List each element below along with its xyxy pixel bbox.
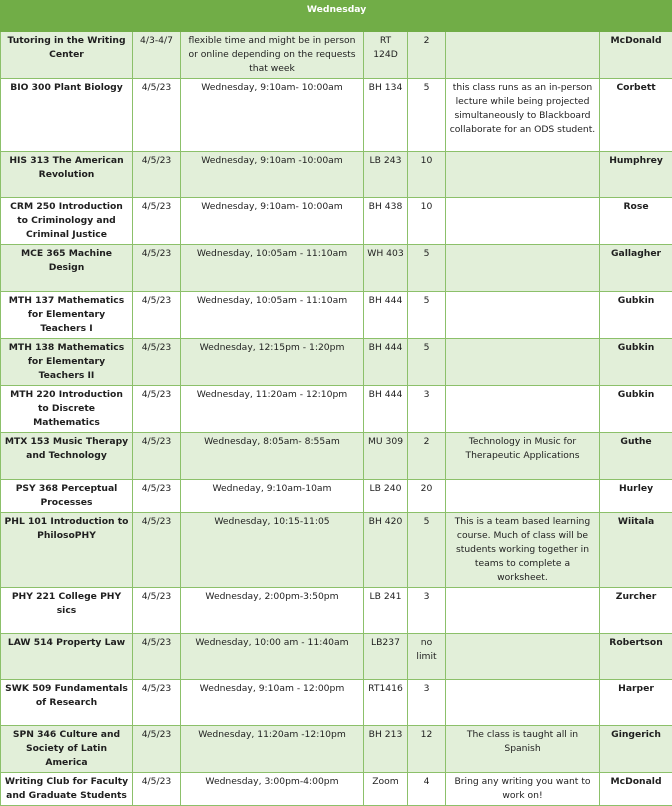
time-cell: Wednesday, 9:10am- 10:00am: [181, 79, 364, 152]
time-cell: Wednesday, 10:05am - 11:10am: [181, 245, 364, 292]
time-cell: Wednesday, 3:00pm-4:00pm: [181, 773, 364, 806]
table-row: [1, 339, 672, 386]
table-row: [1, 513, 672, 588]
table-row: [1, 386, 672, 433]
date-cell: 4/5/23: [133, 292, 181, 339]
time-cell: Wednesday, 11:20am -12:10pm: [181, 726, 364, 773]
room-cell: Zoom: [364, 773, 408, 806]
seats-cell: 5: [408, 513, 446, 588]
course-cell: MCE 365 Machine Design: [1, 245, 133, 292]
note-cell: [446, 152, 600, 198]
time-cell: Wednesday, 2:00pm-3:50pm: [181, 588, 364, 634]
instructor-cell: Hurley: [600, 480, 672, 513]
seats-cell: 20: [408, 480, 446, 513]
course-cell: BIO 300 Plant Biology: [1, 79, 133, 152]
date-cell: 4/5/23: [133, 588, 181, 634]
date-cell: 4/5/23: [133, 152, 181, 198]
date-cell: 4/5/23: [133, 79, 181, 152]
seats-cell: 4: [408, 773, 446, 806]
instructor-cell: Zurcher: [600, 588, 672, 634]
course-cell: MTH 137 Mathematics for Elementary Teachers I: [1, 292, 133, 339]
course-cell: MTX 153 Music Therapy and Technology: [1, 433, 133, 480]
instructor-cell: Guthe: [600, 433, 672, 480]
date-cell: 4/5/23: [133, 245, 181, 292]
course-cell: PHL 101 Introduction to PhilosoPHY: [1, 513, 133, 588]
instructor-cell: Robertson: [600, 634, 672, 680]
date-cell: 4/5/23: [133, 386, 181, 433]
instructor-cell: McDonald: [600, 32, 672, 79]
seats-cell: 5: [408, 245, 446, 292]
room-cell: RT 124D: [364, 32, 408, 79]
course-cell: MTH 220 Introduction to Discrete Mathematics: [1, 386, 133, 433]
note-cell: [446, 339, 600, 386]
seats-cell: 10: [408, 198, 446, 245]
course-cell: SPN 346 Culture and Society of Latin America: [1, 726, 133, 773]
seats-cell: no limit: [408, 634, 446, 680]
room-cell: BH 420: [364, 513, 408, 588]
course-cell: PHY 221 College PHY sics: [1, 588, 133, 634]
seats-cell: 2: [408, 32, 446, 79]
date-cell: 4/5/23: [133, 773, 181, 806]
schedule-rows: [1, 32, 672, 806]
room-cell: LB237: [364, 634, 408, 680]
seats-cell: 12: [408, 726, 446, 773]
date-cell: 4/5/23: [133, 513, 181, 588]
seats-cell: 3: [408, 386, 446, 433]
note-cell: The class is taught all in Spanish: [446, 726, 600, 773]
room-cell: BH 444: [364, 386, 408, 433]
course-cell: SWK 509 Fundamentals of Research: [1, 680, 133, 726]
table-row: [1, 588, 672, 634]
note-cell: This is a team based learning course. Much of class will be students working together in teams to complete a worksheet.: [446, 513, 600, 588]
table-row: [1, 292, 672, 339]
seats-cell: 3: [408, 588, 446, 634]
note-cell: [446, 386, 600, 433]
seats-cell: 10: [408, 152, 446, 198]
date-cell: 4/5/23: [133, 726, 181, 773]
time-cell: Wedneday, 9:10am-10am: [181, 480, 364, 513]
seats-cell: 5: [408, 292, 446, 339]
course-cell: PSY 368 Perceptual Processes: [1, 480, 133, 513]
table-row: [1, 245, 672, 292]
note-cell: [446, 245, 600, 292]
room-cell: WH 403: [364, 245, 408, 292]
room-cell: BH 438: [364, 198, 408, 245]
date-cell: 4/5/23: [133, 433, 181, 480]
time-cell: Wednesday, 10:05am - 11:10am: [181, 292, 364, 339]
date-cell: 4/5/23: [133, 680, 181, 726]
table-row: [1, 79, 672, 152]
instructor-cell: Gubkin: [600, 339, 672, 386]
time-cell: Wednesday, 11:20am - 12:10pm: [181, 386, 364, 433]
date-cell: 4/5/23: [133, 339, 181, 386]
time-cell: flexible time and might be in person or online depending on the requests that week: [181, 32, 364, 79]
course-cell: Tutoring in the Writing Center: [1, 32, 133, 79]
time-cell: Wednesday, 8:05am- 8:55am: [181, 433, 364, 480]
note-cell: [446, 32, 600, 79]
table-row: [1, 634, 672, 680]
note-cell: [446, 292, 600, 339]
course-cell: Writing Club for Faculty and Graduate Students: [1, 773, 133, 806]
table-row: [1, 433, 672, 480]
date-cell: 4/3-4/7: [133, 32, 181, 79]
instructor-cell: Harper: [600, 680, 672, 726]
table-row: [1, 773, 672, 806]
room-cell: LB 240: [364, 480, 408, 513]
seats-cell: 2: [408, 433, 446, 480]
instructor-cell: Gubkin: [600, 386, 672, 433]
note-cell: this class runs as an in-person lecture while being projected simultaneously to Blackboard collaborate for an ODS student.: [446, 79, 600, 152]
date-cell: 4/5/23: [133, 480, 181, 513]
note-cell: Technology in Music for Therapeutic Applications: [446, 433, 600, 480]
room-cell: BH 134: [364, 79, 408, 152]
seats-cell: 5: [408, 339, 446, 386]
instructor-cell: McDonald: [600, 773, 672, 806]
note-cell: [446, 588, 600, 634]
time-cell: Wednesday, 12:15pm - 1:20pm: [181, 339, 364, 386]
date-cell: 4/5/23: [133, 634, 181, 680]
seats-cell: 3: [408, 680, 446, 726]
table-row: [1, 680, 672, 726]
note-cell: Bring any writing you want to work on!: [446, 773, 600, 806]
table-row: [1, 32, 672, 79]
instructor-cell: Gingerich: [600, 726, 672, 773]
note-cell: [446, 480, 600, 513]
room-cell: BH 444: [364, 292, 408, 339]
instructor-cell: Rose: [600, 198, 672, 245]
room-cell: RT1416: [364, 680, 408, 726]
course-cell: HIS 313 The American Revolution: [1, 152, 133, 198]
time-cell: Wednesday, 10:15-11:05: [181, 513, 364, 588]
room-cell: LB 241: [364, 588, 408, 634]
seats-cell: 5: [408, 79, 446, 152]
room-cell: MU 309: [364, 433, 408, 480]
time-cell: Wednesday, 9:10am- 10:00am: [181, 198, 364, 245]
note-cell: [446, 634, 600, 680]
table-row: [1, 152, 672, 198]
room-cell: LB 243: [364, 152, 408, 198]
time-cell: Wednesday, 10:00 am - 11:40am: [181, 634, 364, 680]
instructor-cell: Humphrey: [600, 152, 672, 198]
course-cell: LAW 514 Property Law: [1, 634, 133, 680]
note-cell: [446, 198, 600, 245]
table-row: [1, 198, 672, 245]
instructor-cell: Gallagher: [600, 245, 672, 292]
table-row: [1, 480, 672, 513]
time-cell: Wednesday, 9:10am - 12:00pm: [181, 680, 364, 726]
day-header-row: [1, 1, 672, 32]
date-cell: 4/5/23: [133, 198, 181, 245]
instructor-cell: Gubkin: [600, 292, 672, 339]
instructor-cell: Corbett: [600, 79, 672, 152]
day-header: Wednesday: [1, 1, 672, 32]
table-row: [1, 726, 672, 773]
room-cell: BH 213: [364, 726, 408, 773]
course-cell: MTH 138 Mathematics for Elementary Teachers II: [1, 339, 133, 386]
course-cell: CRM 250 Introduction to Criminology and Criminal Justice: [1, 198, 133, 245]
instructor-cell: Wiitala: [600, 513, 672, 588]
note-cell: [446, 680, 600, 726]
time-cell: Wednesday, 9:10am -10:00am: [181, 152, 364, 198]
room-cell: BH 444: [364, 339, 408, 386]
